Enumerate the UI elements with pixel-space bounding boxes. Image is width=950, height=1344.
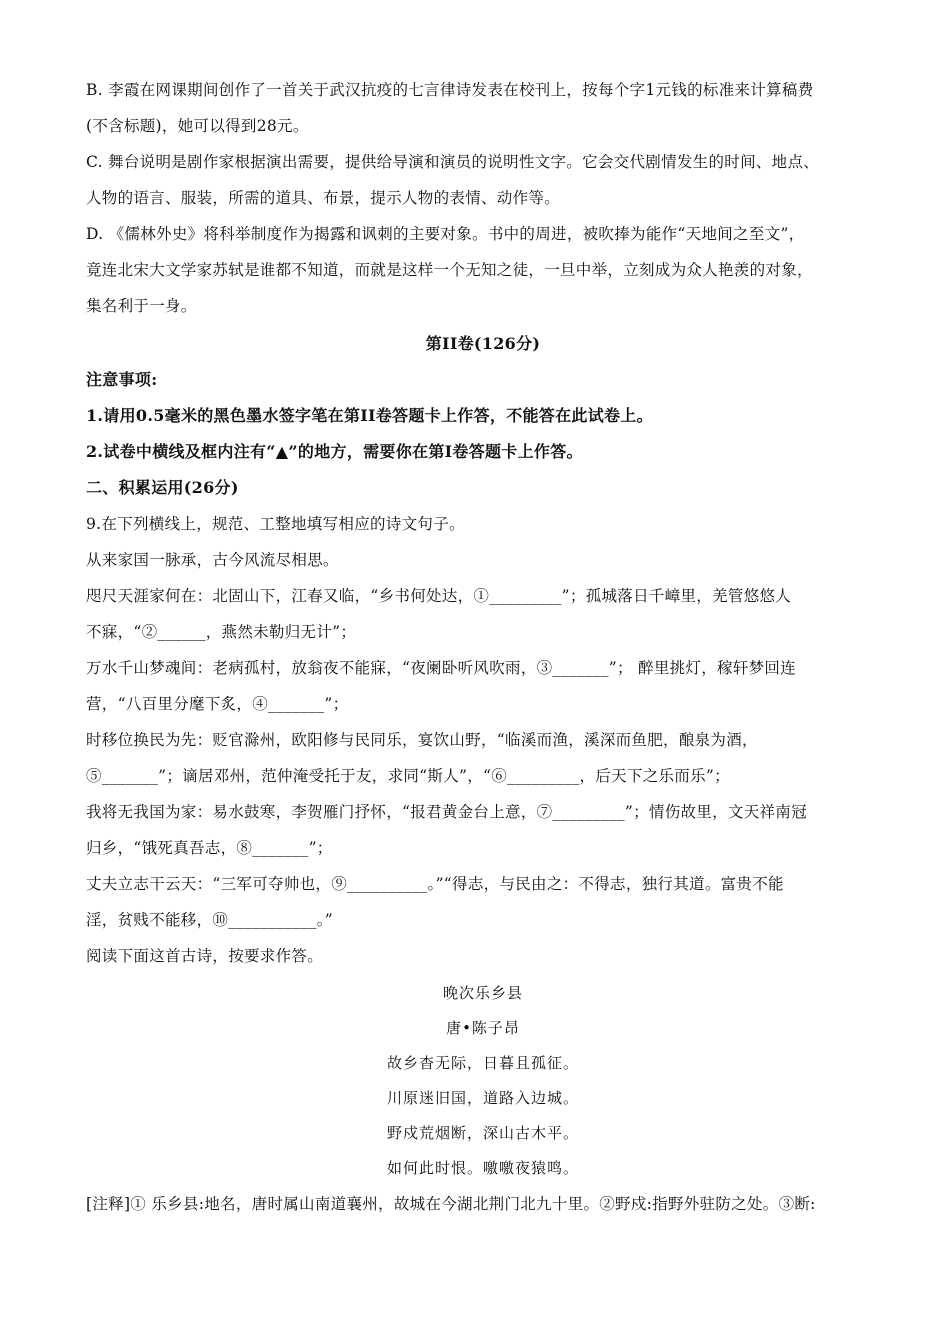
- notes-heading: 注意事项:: [86, 370, 158, 389]
- poem: [86, 976, 880, 1186]
- question-9: [86, 506, 880, 974]
- question-9-line: 不寐，“②______，燕然未勒归无计”；: [86, 623, 357, 641]
- poem-line: 故乡杳无际，日暮且孤征。: [386, 1054, 579, 1072]
- option-d-line-2: 竟连北宋大文学家苏轼是谁都不知道，而就是这样一个无知之徒，一旦中举，立刻成为众人艳羡的对象，: [86, 261, 813, 279]
- poem-line: 如何此时恨。噭噭夜猿鸣。: [386, 1159, 579, 1177]
- section-title: 第II卷(126分): [425, 334, 541, 353]
- question-9-line: 9.在下列横线上，规范、工整地填写相应的诗文句子。: [86, 515, 465, 533]
- question-9-line: 从来家国一脉承，古今风流尽相思。: [86, 551, 339, 569]
- poem-line: 川原迷旧国，道路入边城。: [386, 1089, 579, 1107]
- part2-heading: 二、积累运用(26分): [86, 478, 239, 497]
- option-c-line-1: C. 舞台说明是剧作家根据演出需要，提供给导演和演员的说明性文字。它会交代剧情发生的时间、地点、: [86, 153, 820, 171]
- poem-author: 唐•陈子昂: [446, 1019, 520, 1037]
- question-9-line: 营，“八百里分麾下炙，④_______”；: [86, 695, 349, 713]
- question-9-line: 我将无我国为家：易水鼓寒，李贺雁门抒怀，“报君黄金台上意，⑦_________”；情伤故里，文天祥南冠: [86, 803, 807, 821]
- question-9-line: 万水千山梦魂间：老病孤村，放翁夜不能寐，“夜阑卧听风吹雨，③_______”； 醉里挑灯，稼轩梦回连: [86, 659, 797, 677]
- question-9-line: 淫，贫贱不能移，⑩___________。”: [86, 911, 334, 929]
- question-9-line: 时移位换民为先：贬官滁州，欧阳修与民同乐，宴饮山野，“临溪而渔，溪深而鱼肥，酿泉为酒，: [86, 731, 758, 749]
- question-9-line: ⑤_______”；谪居邓州，范仲淹受托于友，求同“斯人”，“⑥_________，后天下之乐而乐”；: [86, 767, 730, 785]
- question-9-line: 归乡，“饿死真吾志，⑧_______”；: [86, 839, 333, 857]
- poem-title: 晚次乐乡县: [442, 984, 523, 1002]
- option-d-line-3: 集名利于一身。: [86, 297, 197, 315]
- option-c-line-2: 人物的语言、服装，所需的道具、布景，提示人物的表情、动作等。: [86, 189, 561, 207]
- annotation: [注释]① 乐乡县:地名，唐时属山南道襄州，故城在今湖北荆门北九十里。②野戍:指野外驻防之处。③断:: [86, 1195, 816, 1213]
- question-9-line: 咫尺天涯家何在：北固山下，江春又临，“乡书何处达，①_________”；孤城落日千嶂里，羌管悠悠人: [86, 587, 792, 605]
- option-b-line-2: (不含标题)，她可以得到28元。: [86, 117, 309, 135]
- option-b-line-1: B. 李霞在网课期间创作了一首关于武汉抗疫的七言律诗发表在校刊上，按每个字1元钱的标准来计算稿费: [86, 81, 814, 99]
- poem-line: 野戍荒烟断，深山古木平。: [386, 1124, 579, 1142]
- option-d-line-1: D. 《儒林外史》将科举制度作为揭露和讽刺的主要对象。书中的周进，被吹捧为能作“天地间之至文”，: [86, 225, 805, 243]
- option-c: [86, 144, 880, 216]
- question-9-line: 阅读下面这首古诗，按要求作答。: [86, 947, 324, 965]
- option-b: [86, 72, 880, 144]
- notes-item-2: 2.试卷中横线及框内注有“▲”的地方，需要你在第I卷答题卡上作答。: [86, 442, 583, 461]
- notes-item-1: 1.请用0.5毫米的黑色墨水签字笔在第II卷答题卡上作答，不能答在此试卷上。: [86, 406, 653, 425]
- question-9-line: 丈夫立志干云天：“三军可夺帅也，⑨__________。”“得志，与民由之：不得志，独行其道。富贵不能: [86, 875, 784, 893]
- option-d: [86, 216, 880, 324]
